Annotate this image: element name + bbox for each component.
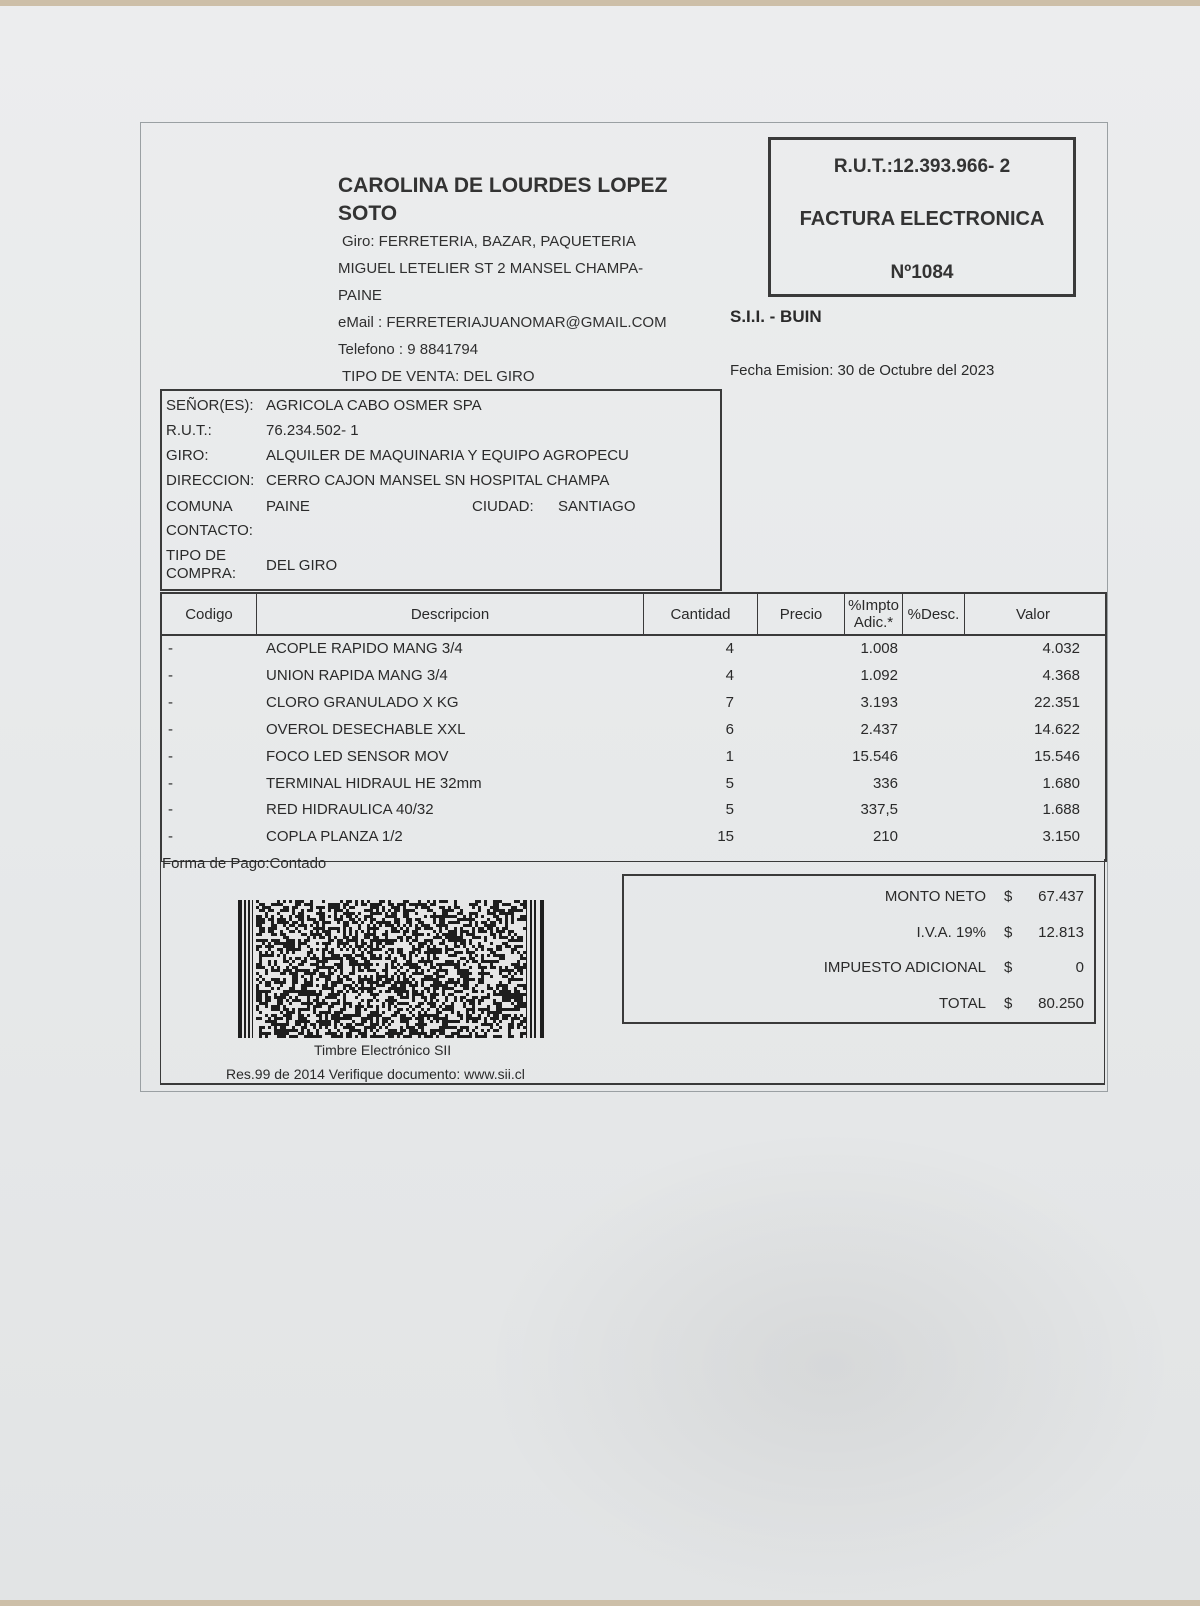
row-valor: 4.032 bbox=[1042, 640, 1080, 657]
row-precio: 337,5 bbox=[860, 801, 898, 818]
row-descripcion: COPLA PLANZA 1/2 bbox=[266, 828, 403, 845]
totals-row-iva bbox=[624, 924, 1094, 954]
document-rut: R.U.T.:12.393.966- 2 bbox=[833, 156, 1011, 177]
adicional-label: IMPUESTO ADICIONAL bbox=[823, 959, 986, 976]
adicional-value: 0 bbox=[1075, 959, 1084, 976]
row-descripcion: TERMINAL HIDRAUL HE 32mm bbox=[266, 775, 482, 792]
row-cantidad: 15 bbox=[717, 828, 734, 845]
issuer-name: CAROLINA DE LOURDES LOPEZ SOTO bbox=[338, 174, 668, 225]
row-precio: 15.546 bbox=[852, 748, 898, 765]
client-comuna-label: COMUNA bbox=[166, 498, 233, 515]
table-row bbox=[162, 640, 1105, 667]
row-valor: 1.688 bbox=[1042, 801, 1080, 818]
client-box bbox=[160, 389, 722, 591]
header-impto-line2: Adic.* bbox=[853, 614, 894, 631]
neto-currency: $ bbox=[1004, 888, 1013, 905]
row-descripcion: CLORO GRANULADO X KG bbox=[266, 694, 459, 711]
client-name-label: SEÑOR(ES): bbox=[166, 397, 254, 414]
row-cantidad: 5 bbox=[725, 801, 734, 818]
row-codigo: - bbox=[168, 775, 173, 792]
adicional-currency: $ bbox=[1004, 959, 1013, 976]
neto-label: MONTO NETO bbox=[884, 888, 986, 905]
table-row bbox=[162, 667, 1105, 694]
totals-row-total bbox=[624, 995, 1094, 1025]
issuer-email: eMail : FERRETERIAJUANOMAR@GMAIL.COM bbox=[338, 314, 667, 331]
row-cantidad: 7 bbox=[725, 694, 734, 711]
table-row bbox=[162, 721, 1105, 748]
client-purchase-type: DEL GIRO bbox=[266, 557, 338, 574]
client-rut-label: R.U.T.: bbox=[166, 422, 212, 439]
client-comuna: PAINE bbox=[266, 498, 310, 515]
row-codigo: - bbox=[168, 748, 173, 765]
client-contact-label: CONTACTO: bbox=[166, 522, 253, 539]
row-cantidad: 4 bbox=[725, 640, 734, 657]
sii-office: S.I.I. - BUIN bbox=[730, 307, 822, 326]
client-ciudad-label: CIUDAD: bbox=[472, 498, 534, 515]
resolution-note: Res.99 de 2014 Verifique documento: www.sii.cl bbox=[226, 1066, 525, 1082]
client-purchase-type-label-1: TIPO DE bbox=[166, 547, 227, 564]
client-ciudad: SANTIAGO bbox=[558, 498, 636, 515]
items-table bbox=[160, 592, 1107, 862]
client-giro: ALQUILER DE MAQUINARIA Y EQUIPO AGROPECU bbox=[266, 447, 629, 464]
row-valor: 1.680 bbox=[1042, 775, 1080, 792]
header-impto bbox=[845, 594, 903, 634]
row-valor: 22.351 bbox=[1034, 694, 1080, 711]
document-type: FACTURA ELECTRONICA bbox=[799, 208, 1045, 230]
row-precio: 1.008 bbox=[860, 640, 898, 657]
row-cantidad: 4 bbox=[725, 667, 734, 684]
header-descripcion: Descripcion bbox=[257, 594, 644, 634]
table-row bbox=[162, 694, 1105, 721]
paper-shadow bbox=[480, 1126, 1180, 1606]
row-descripcion: ACOPLE RAPIDO MANG 3/4 bbox=[266, 640, 463, 657]
client-purchase-type-label-2: COMPRA: bbox=[166, 565, 237, 582]
totals-row-adicional bbox=[624, 959, 1094, 989]
payment-method: Forma de Pago:Contado bbox=[162, 855, 327, 872]
client-giro-label: GIRO: bbox=[166, 447, 209, 464]
total-label: TOTAL bbox=[939, 995, 986, 1012]
header-divider bbox=[162, 634, 1105, 636]
row-valor: 15.546 bbox=[1034, 748, 1080, 765]
row-precio: 3.193 bbox=[860, 694, 898, 711]
row-valor: 4.368 bbox=[1042, 667, 1080, 684]
row-codigo: - bbox=[168, 667, 173, 684]
row-valor: 14.622 bbox=[1034, 721, 1080, 738]
client-name: AGRICOLA CABO OSMER SPA bbox=[266, 397, 482, 414]
row-codigo: - bbox=[168, 694, 173, 711]
row-precio: 336 bbox=[872, 775, 898, 792]
row-valor: 3.150 bbox=[1042, 828, 1080, 845]
client-rut: 76.234.502- 1 bbox=[266, 422, 359, 439]
table-row bbox=[162, 775, 1105, 802]
total-value: 80.250 bbox=[1038, 995, 1084, 1012]
issuer-giro: Giro: FERRETERIA, BAZAR, PAQUETERIA bbox=[342, 233, 636, 250]
issuer-sale-type: TIPO DE VENTA: DEL GIRO bbox=[342, 368, 535, 385]
document-number: Nº1084 bbox=[890, 262, 954, 283]
row-codigo: - bbox=[168, 801, 173, 818]
row-cantidad: 1 bbox=[725, 748, 734, 765]
row-descripcion: UNION RAPIDA MANG 3/4 bbox=[266, 667, 448, 684]
table-row bbox=[162, 748, 1105, 775]
paper-sheet bbox=[0, 6, 1200, 1600]
row-precio: 210 bbox=[872, 828, 898, 845]
table-row bbox=[162, 828, 1105, 855]
issuer-address-line1: MIGUEL LETELIER ST 2 MANSEL CHAMPA- bbox=[338, 260, 644, 277]
issuer-phone: Telefono : 9 8841794 bbox=[338, 341, 479, 358]
issue-date: Fecha Emision: 30 de Octubre del 2023 bbox=[730, 362, 995, 379]
iva-currency: $ bbox=[1004, 924, 1013, 941]
row-descripcion: FOCO LED SENSOR MOV bbox=[266, 748, 449, 765]
header-cantidad: Cantidad bbox=[644, 594, 758, 634]
totals-row-neto bbox=[624, 888, 1094, 918]
issuer-address-line2: PAINE bbox=[338, 287, 382, 304]
table-row bbox=[162, 801, 1105, 828]
totals-box bbox=[622, 874, 1096, 1024]
row-precio: 2.437 bbox=[860, 721, 898, 738]
row-precio: 1.092 bbox=[860, 667, 898, 684]
document-id-box bbox=[768, 137, 1076, 297]
row-codigo: - bbox=[168, 640, 173, 657]
header-desc: %Desc. bbox=[903, 594, 965, 634]
pdf417-barcode bbox=[238, 900, 546, 1038]
header-impto-line1: %Impto bbox=[848, 597, 899, 614]
client-address: CERRO CAJON MANSEL SN HOSPITAL CHAMPA bbox=[266, 472, 610, 489]
iva-label: I.V.A. 19% bbox=[916, 924, 986, 941]
row-cantidad: 5 bbox=[725, 775, 734, 792]
row-descripcion: RED HIDRAULICA 40/32 bbox=[266, 801, 434, 818]
header-precio: Precio bbox=[758, 594, 845, 634]
row-codigo: - bbox=[168, 828, 173, 845]
iva-value: 12.813 bbox=[1038, 924, 1084, 941]
client-address-label: DIRECCION: bbox=[166, 472, 255, 489]
row-cantidad: 6 bbox=[725, 721, 734, 738]
total-currency: $ bbox=[1004, 995, 1013, 1012]
timbre-label: Timbre Electrónico SII bbox=[314, 1042, 452, 1058]
header-valor: Valor bbox=[1016, 605, 1050, 623]
row-descripcion: OVEROL DESECHABLE XXL bbox=[266, 721, 466, 738]
row-codigo: - bbox=[168, 721, 173, 738]
neto-value: 67.437 bbox=[1038, 888, 1084, 905]
header-codigo: Codigo bbox=[162, 594, 257, 634]
